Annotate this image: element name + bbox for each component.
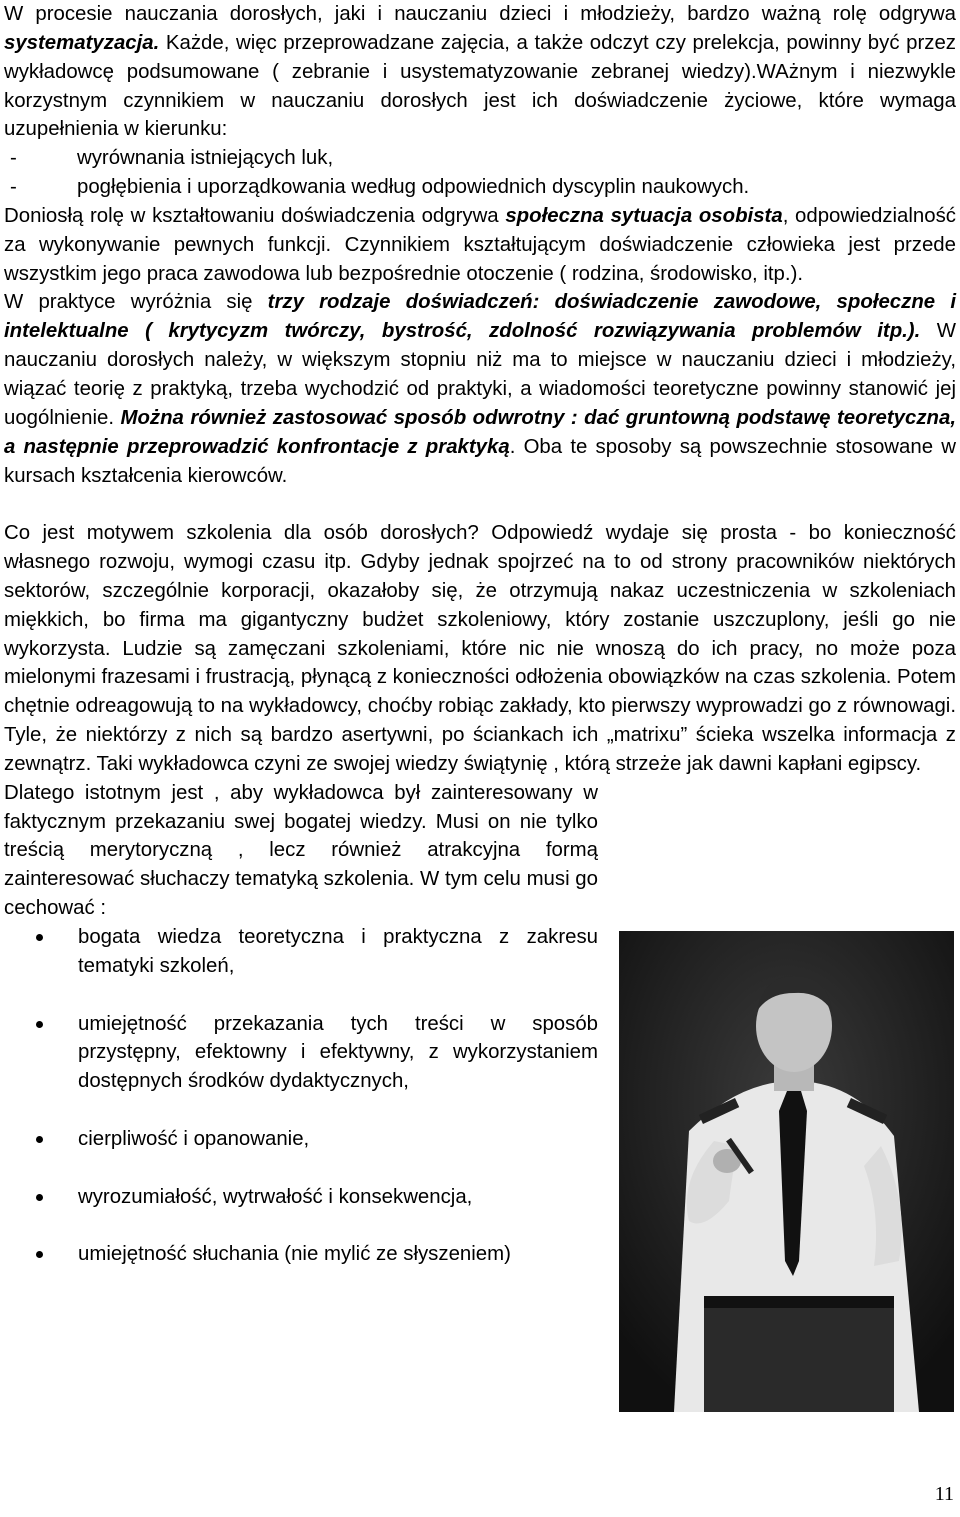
page-number: 11 [934, 1483, 954, 1505]
list-item-text: umiejętność przekazania tych treści w sposób przystępny, efektowny i efektywny, z wykorzystaniem dostępnych środków dydaktycznych, [78, 1012, 598, 1093]
list-item-text: bogata wiedza teoretyczna i praktyczna z zakresu tematyki szkoleń, [78, 926, 598, 977]
speaker-photo [619, 931, 954, 1412]
text-run: . Oba te sposoby są powszechnie stosowane w kursach kształcenia kierowców. [4, 435, 956, 487]
paragraph-lecturer: Dlatego istotnym jest , aby wykładowca był zainteresowany w faktycznym przekazaniu swej bogatej wiedzy. Musi on nie tylko treścią merytoryczną , lecz również atrakcyjna formą zainteresować słuchaczy tematyką szkolenia. W tym celu musi go cechować : [4, 781, 598, 920]
left-column [4, 779, 598, 1269]
list-item [4, 923, 598, 981]
bullet-icon [36, 1021, 43, 1028]
bullet-icon [36, 1136, 43, 1143]
list-item [4, 1125, 598, 1154]
list-item-text: pogłębienia i uporządkowania według odpowiednich dyscyplin naukowych. [77, 176, 750, 199]
list-item-text: wyrozumiałość, wytrwałość i konsekwencja, [78, 1185, 473, 1208]
list-item [4, 1010, 598, 1097]
dash-marker: - [10, 147, 17, 170]
list-item [4, 1240, 598, 1269]
emphasis-systematyzacja: systematyzacja. [4, 31, 160, 54]
list-item [4, 1183, 598, 1212]
dash-marker: - [10, 176, 17, 199]
list-item-text: wyrównania istniejących luk, [77, 147, 334, 170]
list-item-text: umiejętność słuchania (nie mylić ze słyszeniem) [78, 1243, 511, 1266]
bullet-icon [36, 1194, 43, 1201]
paragraph-systematization [4, 0, 956, 144]
text-run: Każde, więc przeprowadzane zajęcia, a także odczyt czy prelekcja, powinny być przez wykładowcę podsumowane ( zebranie i usystematyzowanie zebranej wiedzy). [4, 31, 956, 83]
blank-line [4, 490, 956, 519]
text-run: WAżnym i niezwykle korzystnym czynnikiem w nauczaniu dorosłych jest ich doświadczenie życiowe, które wymaga uzupełnienia w kierunku: [4, 60, 956, 141]
text-run: , odpowiedzialność za wykonywanie pewnych funkcji. Czynnikiem kształtującym doświadczenie człowieka jest przede wszystkim jego praca zawodowa lub bezpośrednie otoczenie ( rodzina, środowisko, itp.). [4, 204, 957, 285]
list-item-text: cierpliwość i opanowanie, [78, 1127, 310, 1150]
bullet-list [4, 923, 598, 1269]
bullet-icon [36, 934, 43, 941]
dash-list [4, 144, 956, 202]
text-run: Doniosłą rolę w kształtowaniu doświadczenia odgrywa [4, 204, 506, 227]
paragraph-social-situation [4, 202, 956, 289]
list-item [4, 173, 956, 202]
text-run: W praktyce wyróżnia się [4, 291, 268, 314]
emphasis-reverse-method: Można również zastosować sposób odwrotny : dać gruntowną podstawę teoretyczna, a następnie przeprowadzić konfrontacje z praktyką [4, 406, 956, 458]
emphasis-three-types: trzy rodzaje doświadczeń: doświadczenie zawodowe, społeczne i intelektualne ( krytycyzm twórczy, bystrość, zdolność rozwiązywania problemów itp.). [4, 291, 957, 343]
text-run: W procesie nauczania dorosłych, jaki i nauczaniu dzieci i młodzieży, bardzo ważną rolę odgrywa [4, 3, 956, 25]
paragraph-motivation: Co jest motywem szkolenia dla osób dorosłych? Odpowiedź wydaje się prosta - bo konieczność własnego rozwoju, wymogi czasu itp. Gdyby jednak spojrzeć na to od strony pracowników niektórych sektorów, szczególnie korporacji, okazałoby się, że otrzymują nakaz uczestniczenia w szkoleniach miękkich, bo firma ma gigantyczny budżet szkoleniowy, który zostanie uszczuplony, jeśli go nie wykorzysta. Ludzie są zamęczani szkoleniami, które nic nie wnoszą do ich pracy, no może poza mielonymi frazesami i frustracją, płynącą z konieczności odłożenia obowiązków na czas szkolenia. Potem chętnie odreagowują to na wykładowcy, choćby robiąc zakłady, kto pierwszy wyprowadzi go z równowagi. Tyle, że niektórzy z nich są bardzo asertywni, po ściankach ich „matrixu” ścieka wszelka informacja z zewnątrz. Taki wykładowca czyni ze swojej wiedzy świątynię , którą strzeże jak dawni kapłani egipscy. [4, 522, 956, 775]
emphasis-social-situation: społeczna sytuacja osobista [505, 204, 783, 227]
paragraph-experience-types [4, 288, 956, 490]
bullet-icon [36, 1251, 43, 1258]
text-run: W nauczaniu dorosłych należy, w większym stopniu niż ma to miejsce w nauczaniu dzieci i młodzieży, wiązać teorię z praktyką, trzeba wychodzić od praktyki, a wiadomości teoretyczne powinny stanowić jej uogólnienie. [4, 320, 956, 429]
list-item [4, 144, 956, 173]
speaker-photo-icon [619, 931, 954, 1412]
